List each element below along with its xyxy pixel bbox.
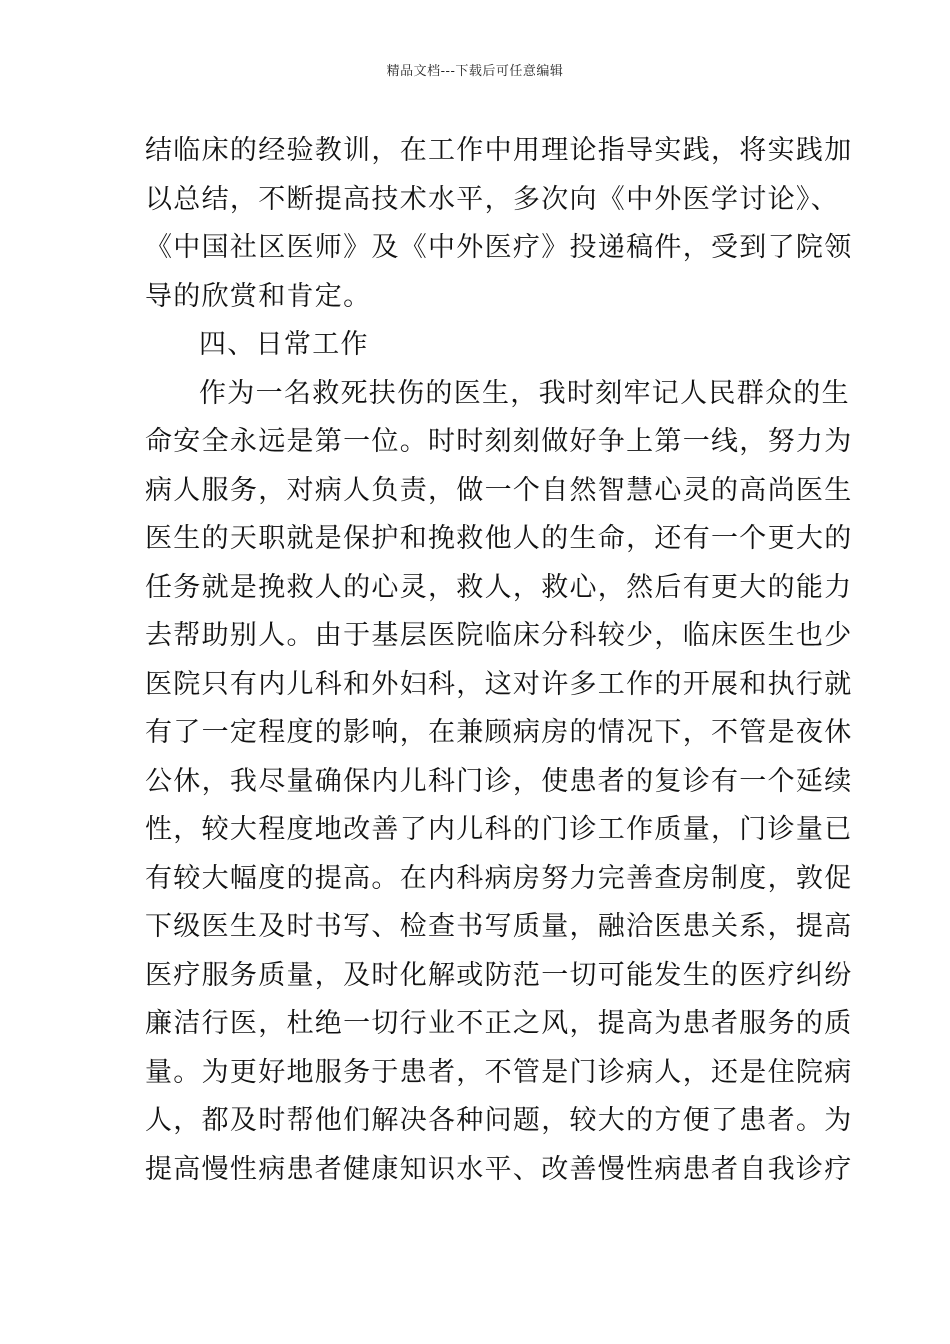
text-line: 有较大幅度的提高。在内科病房努力完善查房制度，敦促 (145, 862, 853, 894)
text-line: 结临床的经验教训，在工作中用理论指导实践，将实践加 (145, 135, 853, 166)
text-line: 去帮助别人。由于基层医院临床分科较少，临床医生也少 (145, 620, 853, 651)
paragraph-first-line: 作为一名救死扶伤的医生，我时刻牢记人民群众的生 (199, 377, 850, 409)
page-header: 精品文档---下载后可任意编辑 (386, 64, 564, 79)
text-line: 医生的天职就是保护和挽救他人的生命，还有一个更大的 (145, 523, 853, 554)
text-line: 任务就是挽救人的心灵，救人，救心，然后有更大的能力 (145, 571, 853, 603)
text-line: 性，较大程度地改善了内儿科的门诊工作质量，门诊量已 (145, 814, 853, 845)
text-line: 医疗服务质量，及时化解或防范一切可能发生的医疗纠纷 (145, 959, 853, 991)
text-line: 下级医生及时书写、检查书写质量，融洽医患关系，提高 (145, 911, 853, 942)
text-line: 量。为更好地服务于患者，不管是门诊病人，还是住院病 (145, 1056, 853, 1088)
text-line: 人，都及时帮他们解决各种问题，较大的方便了患者。为 (145, 1105, 853, 1136)
text-line: 医院只有内儿科和外妇科，这对许多工作的开展和执行就 (145, 668, 853, 700)
text-line: 提高慢性病患者健康知识水平、改善慢性病患者自我诊疗 (145, 1153, 853, 1185)
text-line: 公休，我尽量确保内儿科门诊，使患者的复诊有一个延续 (145, 765, 853, 797)
text-line: 《中国社区医师》及《中外医疗》投递稿件，受到了院领 (145, 232, 853, 263)
document-body (145, 127, 853, 1194)
section-heading: 四、日常工作 (199, 329, 369, 360)
text-line: 廉洁行医，杜绝一切行业不正之风，提高为患者服务的质 (145, 1008, 853, 1039)
text-line: 以总结，不断提高技术水平，多次向《中外医学讨论》、 (145, 183, 839, 215)
text-line: 有了一定程度的影响，在兼顾病房的情况下，不管是夜休 (145, 717, 853, 748)
text-line: 命安全永远是第一位。时时刻刻做好争上第一线，努力为 (145, 426, 853, 457)
text-line: 病人服务，对病人负责，做一个自然智慧心灵的高尚医生 (145, 474, 853, 506)
text-line: 导的欣赏和肯定。 (145, 280, 372, 312)
